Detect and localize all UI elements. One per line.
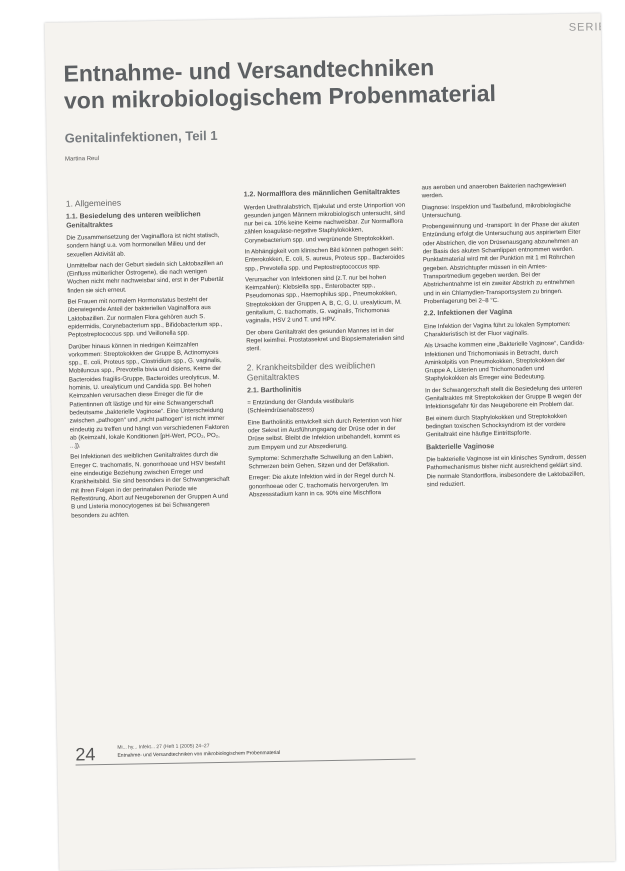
paragraph: In der Schwangerschaft stellt die Besiedelung des unteren Genitaltraktes mit Streptokokken der Gruppe B wegen der Infektionsgefahr für das Neugeborene ein Problem dar. — [425, 384, 583, 411]
paragraph: In Abhängigkeit vom klinischen Bild können pathogen sein: Enterokokken, E. coli, S. aureus, Proteus spp., Bacteroides spp., Prevotella spp. und Peptostreptococcus spp. — [244, 245, 405, 273]
paragraph: Eine Bartholinitis entwickelt sich durch Retention von hier oder Sekret im Ausführungsgang der Drüse oder in der Drüse selbst. Bleibt die Infektion unbehandelt, kommt es zum Empyem und zur Abszedierung. — [247, 416, 403, 451]
paragraph: Werden Urethralabstrich, Ejakulat und erste Urinportion von gesunden jungen Männern mikrobiologisch untersucht, sind nur bei ca. 10% keine Keime nachweisbar. Zur Normalflora zählen koagulase-negative Staphylokokken, Corynebacterium spp. und vergrünende Streptokokken. — [243, 201, 406, 245]
title-line-2: von mikrobiologischem Probenmaterial — [63, 80, 497, 114]
section-heading-1: 1. Allgemeines — [65, 197, 122, 209]
paragraph: Eine Infektion der Vagina führt zu lokalen Symptomen: Charakteristisch ist der Fluor vaginalis. — [423, 320, 571, 339]
title-line-1: Entnahme- und Versandtechniken — [63, 54, 435, 87]
paragraph: Bei Frauen mit normalem Hormonstatus besteht der überwiegende Anteil der bakteriellen Vaginalflora aus Laktobazillen. Zur normalen Flora gehören auch S. epidermidis, Corynebacterium spp., Bifidobacterium spp., Peptostreptococcus spp. und Veillonella spp. — [67, 296, 223, 339]
column-2 — [244, 185, 411, 503]
journal-citation: Mi... hy... Infekt... 27 (Heft 1 (2005) 24–27 — [117, 743, 210, 751]
paragraph: Der obere Genitaltrakt des gesunden Mannes ist in der Regel keimfrei. Prostatasekret und Biopsiematerialien sind steril. — [246, 326, 405, 353]
paragraph: Erreger: Die akute Infektion wird in der Regel durch N. gonorrhoeae oder C. trachomatis hervorgerufen. Im Abszessstadium kann in ca. 90% eine Mischflora — [248, 472, 395, 499]
page-number: 24 — [75, 744, 96, 765]
paragraph: = Entzündung der Glandula vestibularis (Schleimdrüsenabszess) — [247, 397, 354, 415]
running-title: Entnahme- und Versandtechniken von mikrobiologischem Probenmaterial — [117, 749, 281, 759]
document-page — [45, 13, 616, 871]
subsection-heading-bakterielle-vaginose: Bakterielle Vaginose — [426, 442, 495, 451]
section-heading-2-1: 2.1. Bartholinitis — [247, 386, 302, 394]
section-heading-2-2: 2.2. Infektionen der Vagina — [423, 308, 513, 318]
paragraph: Symptome: Schmerzhafte Schwellung an den Labien, Schmerzen beim Gehen, Sitzen und der Defäkation. — [248, 452, 394, 471]
paragraph: Bei einem durch Staphylokokken und Streptokokken bedingten toxischen Schocksyndrom ist der vordere Genitaltrakt eine häufige Eintrittspforte. — [425, 412, 567, 439]
section-heading-1-2: 1.2. Normalflora des männlichen Genitaltraktes — [243, 188, 401, 199]
paragraph: Probengewinnung und -transport: In der Phase der akuten Entzündung erfolgt die Untersuchung aus aspiriertem Eiter oder Abstrichen, die von Drüsenausgang abzunehmen an der Basis des akuten Schamlippen entnommen werden. Punktatmaterial wird mit der Punktion mit 1 ml Röhrchen gegeben. Abstrichtupfer müssen in ein Amies-Transportmedium gegeben werden. Bei der Abstrichentnahme ist ein zweiter Abstrich zu entnehmen und in ein Chlamydien-Transportsystem zu bringen. Probenlagerung bei 2–8 °C. — [422, 220, 581, 306]
author: Martina Reul — [64, 155, 100, 163]
article-subtitle: Genitalinfektionen, Teil 1 — [64, 127, 218, 146]
paragraph: Diagnose: Inspektion und Tastbefund, mikrobiologische Untersuchung. — [421, 201, 571, 220]
running-header: SERIE — [568, 21, 607, 34]
paragraph: Als Ursache kommen eine „Bakterielle Vaginose“, Candida-Infektionen und Trichomoniasis in Betracht, durch Aminkolpitis von Pneumokokken, Streptokokken der Gruppe A, Listerien und Trichomonaden und Staphylokokken als Erreger eine Bedeutung. — [424, 339, 585, 383]
paragraph: Unmittelbar nach der Geburt siedeln sich Laktobazillen an (Einfluss mütterlicher Östrogene), die nach wenigen Wochen nicht mehr nachweisbar sind, erst in der Pubertät finden sie sich erneut. — [66, 259, 224, 295]
footer-rule — [76, 759, 416, 766]
column-1 — [66, 188, 234, 524]
paragraph: Die bakterielle Vaginose ist ein klinisches Syndrom, dessen Pathomechanismus bisher nicht ausreichend geklärt sind. Die normale Standortflora, insbesondere die Laktobazillen, sind reduziert. — [426, 453, 587, 489]
paragraph: Bei Infektionen des weiblichen Genitaltraktes durch die Erreger C. trachomatis, N. gonorrhoeae und HSV besteht eine eindeutige Beziehung zwischen Erreger und Krankheitsbild. Sie sind besonders in der Schwangerschaft mit ihren Folgen in der perinatalen Periode wie Reifestörung, Abort auf Neugeborenen der Gruppen A und B und Listeria monocytogenes ist bei Schwangeren besonders zu achten. — [70, 451, 230, 520]
paragraph: Darüber hinaus können in niedrigen Keimzahlen vorkommen: Streptokokken der Gruppe B, Actinomyces spp., E. coli, Proteus spp., Clostridium spp., G. vaginalis, Mobiluncus spp., Prevotella bivia und disiens, Keime der Bacteroides fragilis-Gruppe, Bacteroides ureolyticus, M. hominis, U. urealyticum und Candida spp. Bei hohen Keimzahlen verursachen diese Erreger die für die Patientinnen oft lästige und für eine Schwangerschaft bedeutsame „bakterielle Vaginose“. Eine Unterscheidung zwischen „pathogen“ und „nicht pathogen“ ist nicht immer eindeutig zu treffen und hängt von verschiedenen Faktoren ab (Keimzahl, lokale Konditionen [pH-Wert, PCO₂, PO₂, ...]). — [68, 340, 229, 450]
paragraph: Verursacher von Infektionen sind (z.T. nur bei hohen Keimzahlen): Klebsiella spp., Enterobacter spp., Pseudomonas spp., Haemophilus spp., Pneumokokken, Streptokokken der Gruppen A, B, C, G, U. urealyticum, M. genitalium, C. trachomatis, G. vaginalis, Trichomonas vaginalis, HSV 2 und T. und HPV. — [245, 273, 402, 325]
section-heading-2: 2. Krankheitsbilder des weiblichen Genitaltraktes — [246, 359, 376, 382]
column-3 — [422, 182, 589, 493]
paragraph: Die Zusammensetzung der Vaginalflora ist nicht statisch, sondern hängt u.a. vom hormonellen Milieu und der sexuellen Aktivität ab. — [66, 231, 220, 259]
section-heading-1-1: 1.1. Besiedelung des unteren weiblichen Genitaltraktes — [65, 211, 201, 230]
article-title — [63, 52, 544, 114]
paragraph: aus aeroben und anaeroben Bakterien nachgewiesen werden. — [421, 181, 567, 200]
